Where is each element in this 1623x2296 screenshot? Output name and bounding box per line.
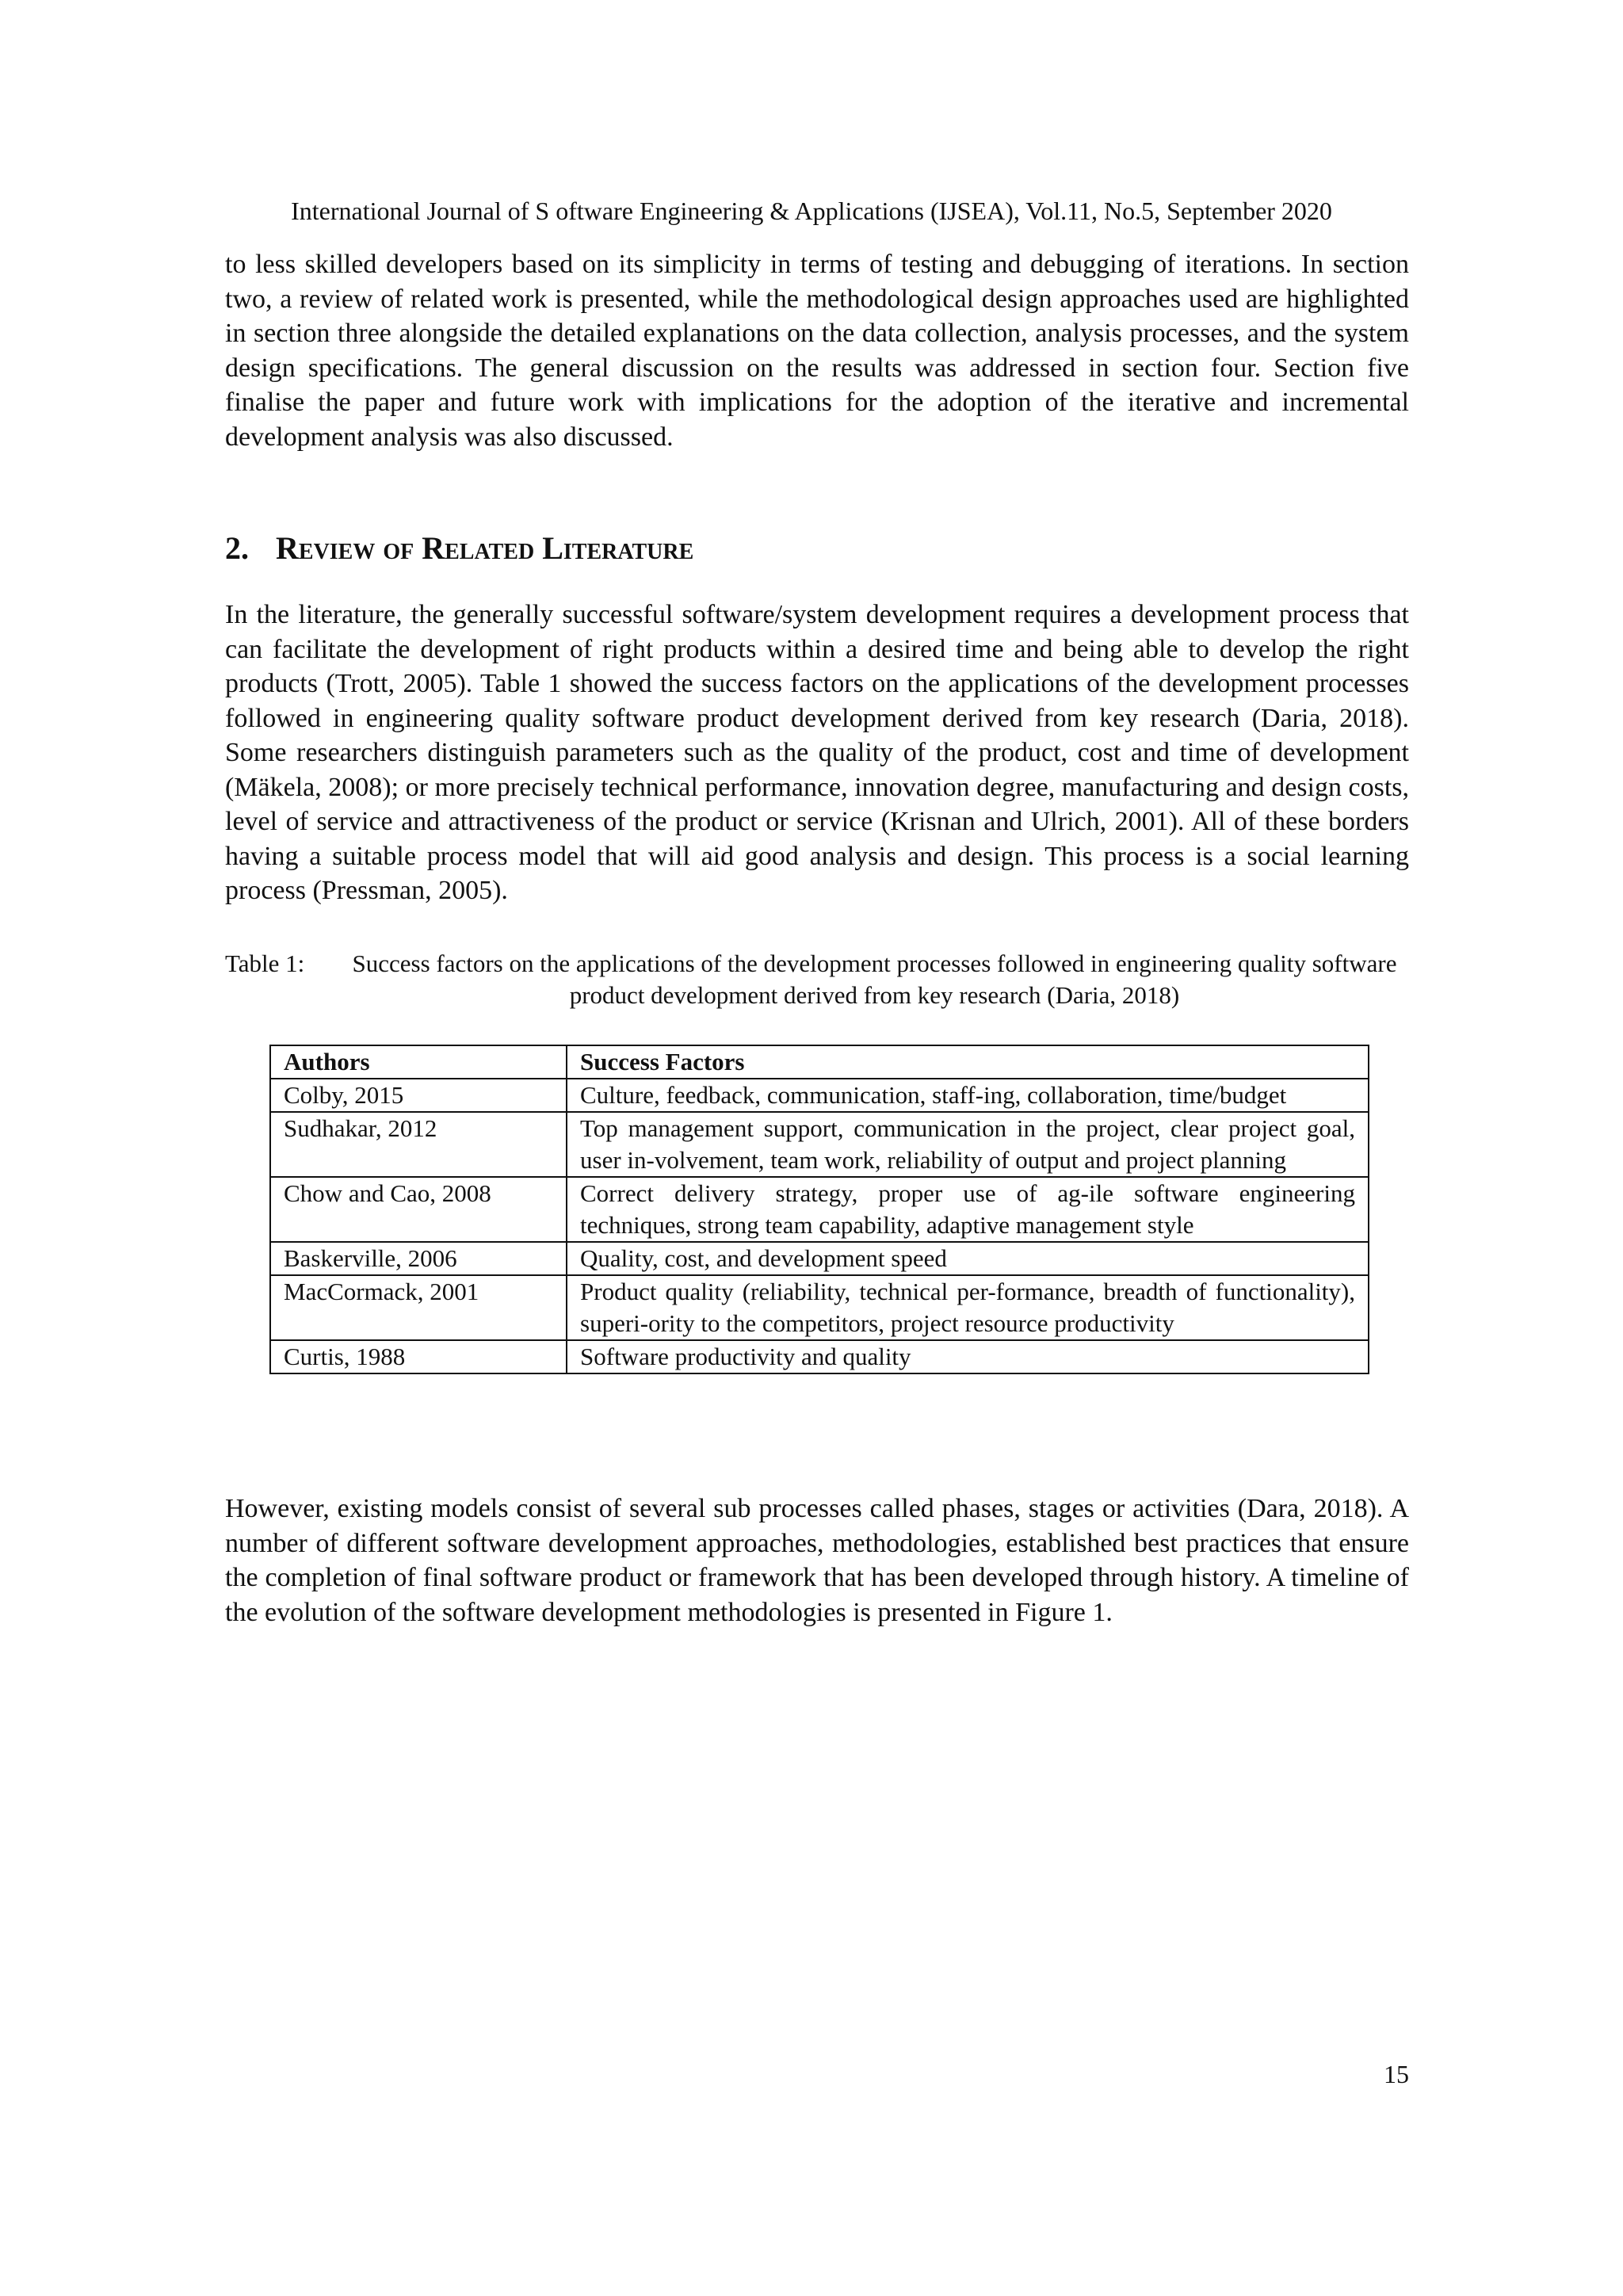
table-header-row: [270, 1045, 1369, 1079]
table-cell-factors: Product quality (reliability, technical per-formance, breadth of functionality), superi-ority to the competitors, project resource productivity: [567, 1275, 1369, 1340]
table-cell-factors: Top management support, communication in the project, clear project goal, user in-volvement, team work, reliability of output and project planning: [567, 1112, 1369, 1177]
table-caption: [225, 948, 1409, 1011]
section-number: 2.: [225, 530, 249, 566]
table-cell-factors: Correct delivery strategy, proper use of ag-ile software engineering techniques, strong team capability, adaptive management style: [567, 1177, 1369, 1242]
success-factors-table: [269, 1045, 1369, 1374]
table-cell-factors: Quality, cost, and development speed: [567, 1242, 1369, 1275]
table-row: [270, 1340, 1369, 1373]
table-header-success-factors: Success Factors: [567, 1045, 1369, 1079]
table-cell-author: Baskerville, 2006: [270, 1242, 567, 1275]
table-cell-author: MacCormack, 2001: [270, 1275, 567, 1340]
page-number: 15: [1384, 2060, 1409, 2088]
paragraph-intro: to less skilled developers based on its simplicity in terms of testing and debugging of iterations. In section two, a review of related work is presented, while the methodological design approaches used are highlighted in section three alongside the detailed explanations on the data collection, analysis processes, and the system design specifications. The general discussion on the results was addressed in section four. Section five finalise the paper and future work with implications for the adoption of the iterative and incremental development analysis was also discussed.: [225, 250, 1409, 452]
paragraph-literature: In the literature, the generally successful software/system development requires a development process that can facilitate the development of right products within a desired time and being able to develop the right products (Trott, 2005). Table 1 showed the success factors on the applications of the development processes followed in engineering quality software product development derived from key research (Daria, 2018). Some researchers distinguish parameters such as the quality of the product, cost and time of development (Mäkela, 2008); or more precisely technical performance, innovation degree, manufacturing and design costs, level of service and attractiveness of the product or service (Krisnan and Ulrich, 2001). All of these borders having a suitable process model that will aid good analysis and design. This process is a social learning process (Pressman, 2005).: [225, 600, 1409, 905]
section-heading: [225, 529, 693, 567]
section-title: Review of Related Literature: [276, 530, 694, 566]
paragraph-however: However, existing models consist of several sub processes called phases, stages or activities (Dara, 2018). A number of different software development approaches, methodologies, established best practices that ensure the completion of final software product or framework that has been developed through history. A timeline of the evolution of the software development methodologies is presented in Figure 1.: [225, 1494, 1409, 1627]
table-header-authors: Authors: [270, 1045, 567, 1079]
table-cell-author: Chow and Cao, 2008: [270, 1177, 567, 1242]
table-caption-label: Table 1:: [225, 949, 305, 977]
running-header: International Journal of S oftware Engineering & Applications (IJSEA), Vol.11, No.5, September 2020: [291, 197, 1332, 225]
table-caption-text: Success factors on the applications of the development processes followed in engineering quality software product development derived from key research (Daria, 2018): [352, 949, 1397, 1009]
table-cell-author: Sudhakar, 2012: [270, 1112, 567, 1177]
table-cell-author: Curtis, 1988: [270, 1340, 567, 1373]
table-cell-factors: Software productivity and quality: [567, 1340, 1369, 1373]
table-row: [270, 1112, 1369, 1177]
table-cell-factors: Culture, feedback, communication, staff-ing, collaboration, time/budget: [567, 1079, 1369, 1112]
table-row: [270, 1242, 1369, 1275]
table-cell-author: Colby, 2015: [270, 1079, 567, 1112]
table-row: [270, 1079, 1369, 1112]
table-row: [270, 1177, 1369, 1242]
table-row: [270, 1275, 1369, 1340]
